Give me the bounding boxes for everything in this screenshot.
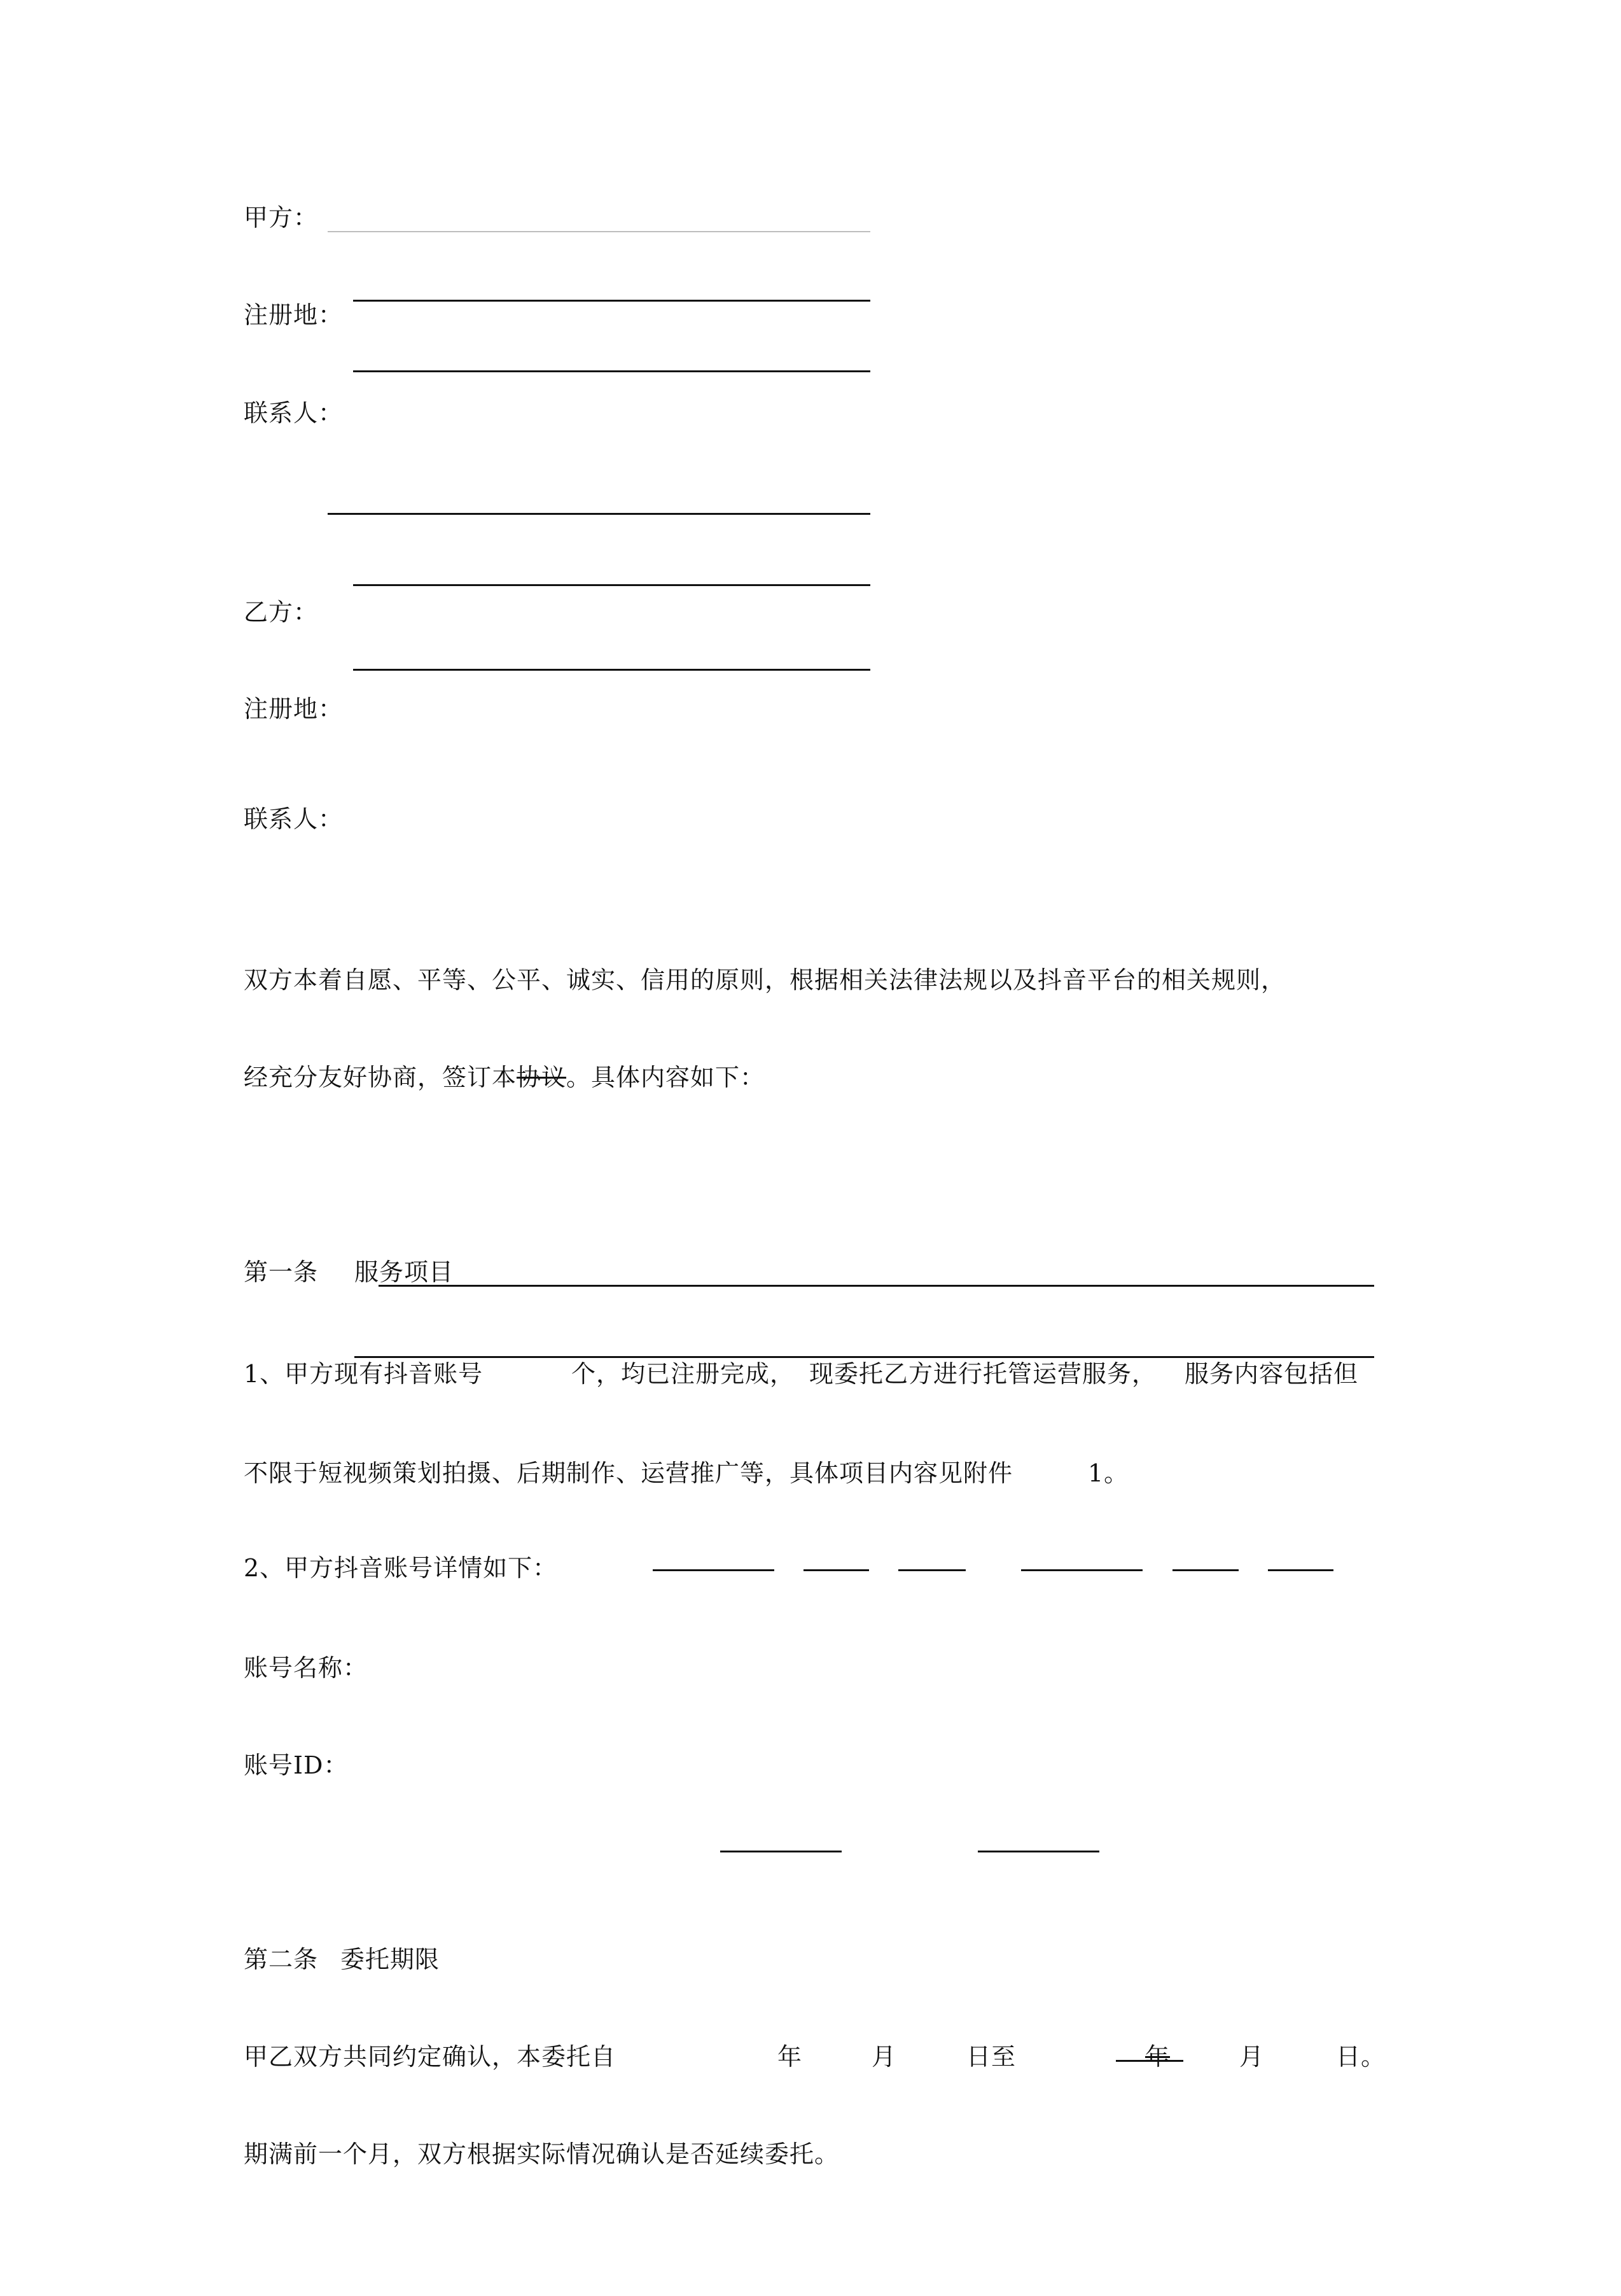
article-1-item-1-a: 1、甲方现有抖音账号 [244, 1360, 484, 1388]
account-name-label: 账号名称： [244, 1654, 368, 1682]
account-id-label: 账号ID： [244, 1751, 349, 1779]
article-1-item-1-rule [354, 1356, 1374, 1358]
end-year-label: 年 [1145, 2043, 1171, 2071]
article-1-attachment-number: 1。 [1088, 1459, 1129, 1487]
article-1-number: 第一条 [244, 1258, 319, 1286]
article-1-title: 服务项目 [354, 1258, 454, 1286]
article-1-title-rule [379, 1285, 1374, 1287]
article-1-item-1-d: 服务内容包括但 [1185, 1360, 1359, 1388]
end-month-label: 月 [1239, 2043, 1265, 2071]
end-day-label: 日。 [1336, 2043, 1386, 2071]
article-1-item-1-c: 现委托乙方进行托管运营服务， [809, 1360, 1157, 1388]
party-b-label: 乙方： [244, 598, 319, 626]
preamble-line-2-a: 经充分友好协商，签订本 [244, 1063, 517, 1091]
party-a-contact-blank [353, 370, 870, 372]
party-a-label: 甲方： [244, 204, 319, 232]
party-b-registered-label: 注册地： [244, 695, 344, 723]
account-blank-6 [1268, 1569, 1333, 1571]
article-2-title: 委托期限 [340, 1945, 440, 1973]
party-a-registered-label: 注册地： [244, 301, 344, 329]
article-1-item-2: 2、甲方抖音账号详情如下： [244, 1554, 558, 1582]
account-blank-1 [653, 1569, 774, 1571]
start-month-label: 月 [872, 2043, 897, 2071]
account-blank-5 [1172, 1569, 1239, 1571]
article-2-number: 第二条 [244, 1945, 319, 1973]
preamble-line-1: 双方本着自愿、平等、公平、诚实、信用的原则，根据相关法律法规以及抖音平台的相关规则， [244, 966, 1286, 994]
party-b-contact-label: 联系人： [244, 805, 344, 833]
party-a-name-blank [328, 231, 870, 232]
start-day-to-label: 日至 [966, 2043, 1017, 2071]
party-b-contact-blank [353, 669, 870, 671]
preamble-line-2 [244, 1063, 765, 1091]
party-b-registered-blank [353, 584, 870, 586]
article-1-item-1-line-2: 不限于短视频策划拍摄、后期制作、运营推广等，具体项目内容见附件 [244, 1459, 1013, 1487]
article-1-item-1-b: 个，均已注册完成， [571, 1360, 795, 1388]
start-year-label: 年 [777, 2043, 803, 2071]
article-2-text-a: 甲乙双方共同约定确认，本委托自 [244, 2043, 616, 2071]
end-year-strike [1116, 2060, 1183, 2062]
preamble-line-2-b: 协议 [517, 1063, 567, 1091]
date-blank-1 [720, 1851, 842, 1852]
article-2-line-2: 期满前一个月，双方根据实际情况确认是否延续委托。 [244, 2140, 840, 2168]
preamble-line-2-c: 。具体内容如下： [566, 1063, 765, 1091]
account-blank-4 [1021, 1569, 1143, 1571]
party-a-registered-blank [353, 300, 870, 302]
party-a-contact-label: 联系人： [244, 399, 344, 427]
party-b-name-blank [328, 513, 870, 515]
account-blank-3 [898, 1569, 966, 1571]
date-blank-2 [978, 1851, 1099, 1852]
account-blank-2 [804, 1569, 869, 1571]
